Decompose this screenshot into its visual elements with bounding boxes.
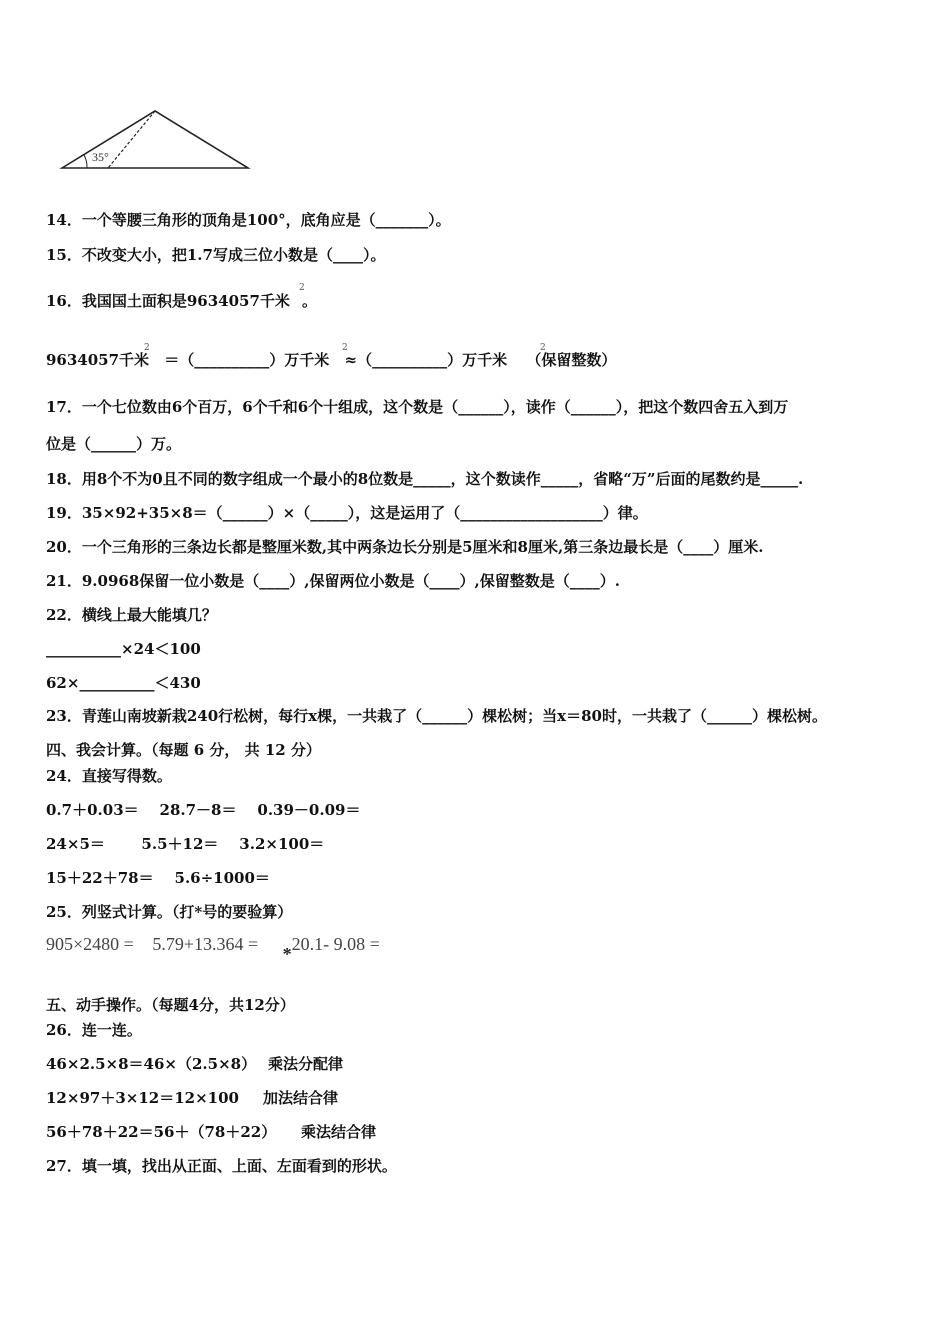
q26-row-3-right: 乘法结合律 xyxy=(301,1123,377,1141)
question-21: 21．9.0968保留一位小数是（____）,保留两位小数是（____）,保留整数是（____）. xyxy=(46,572,620,590)
question-15: 15．不改变大小，把1.7写成三位小数是（____）。 xyxy=(46,246,386,264)
question-14: 14．一个等腰三角形的顶角是100°，底角应是（_______）。 xyxy=(46,211,451,229)
q24-row-1: 0.7＋0.03＝ 28.7－8＝ 0.39－0.09＝ xyxy=(46,801,361,819)
superscript: 2 xyxy=(299,283,305,293)
superscript: 2 xyxy=(144,343,150,353)
question-27: 27．填一填，找出从正面、上面、左面看到的形状。 xyxy=(46,1157,397,1175)
q25-calc-2: 5.79+13.364 = xyxy=(152,934,259,954)
question-24: 24．直接写得数。 xyxy=(46,767,172,785)
q26-row-1-right: 乘法分配律 xyxy=(268,1055,344,1073)
question-19: 19．35×92+35×8＝（______）×（_____），这是运用了（___________________）律。 xyxy=(46,504,648,522)
question-17-line1: 17．一个七位数由6个百万，6个千和6个十组成，这个数是（______），读作（______），把这个数四舍五入到万 xyxy=(46,398,789,416)
question-25: 25．列竖式计算。（打*号的要验算） xyxy=(46,903,293,921)
superscript: 2 xyxy=(540,343,546,353)
question-22-a: __________×24＜100 xyxy=(46,640,201,658)
q16b-value: 9634057千米 xyxy=(46,351,150,369)
q16-period: 。 xyxy=(301,292,317,310)
triangle-figure xyxy=(55,104,255,176)
superscript: 2 xyxy=(342,343,348,353)
q26-row-1-left: 46×2.5×8＝46×（2.5×8） xyxy=(46,1055,257,1073)
q16b-note: （保留整数） xyxy=(526,351,617,369)
question-16 xyxy=(46,283,317,311)
question-26: 26．连一连。 xyxy=(46,1021,142,1039)
q25-calc-3: 20.1- 9.08 = xyxy=(291,934,380,954)
question-20: 20．一个三角形的三条边长都是整厘米数,其中两条边长分别是5厘米和8厘米,第三条边最长是（____）厘米. xyxy=(46,538,764,556)
question-18: 18．用8个不为0且不同的数字组成一个最小的8位数是_____，这个数读作_____，省略“万”后面的尾数约是_____. xyxy=(46,470,804,488)
q26-row-2-left: 12×97＋3×12＝12×100 xyxy=(46,1089,239,1107)
question-22: 22．横线上最大能填几？ xyxy=(46,606,217,624)
q26-row-3-left: 56＋78＋22＝56＋（78＋22） xyxy=(46,1123,277,1141)
q26-row-2-right: 加法结合律 xyxy=(263,1089,339,1107)
q25-calculations xyxy=(46,934,380,964)
section-4-heading: 四、我会计算。（每题 6 分， 共 12 分） xyxy=(46,741,321,759)
q25-calc-1: 905×2480 = xyxy=(46,934,134,954)
angle-label: 35° xyxy=(92,150,109,164)
question-17-line2: 位是（______）万。 xyxy=(46,435,182,453)
section-5-heading: 五、动手操作。（每题4分，共12分） xyxy=(46,996,295,1014)
q16-text: 16．我国国土面积是9634057千米 xyxy=(46,292,290,310)
q16b-mid: ＝（__________）万千米 xyxy=(164,351,330,369)
q24-row-3: 15＋22＋78＝ 5.6÷1000＝ xyxy=(46,869,270,887)
q25-star: * xyxy=(282,944,292,964)
question-23: 23．青莲山南坡新栽240行松树，每行x棵，一共栽了（______）棵松树；当x＝80时，一共栽了（______）棵松树。 xyxy=(46,707,827,725)
question-22-b: 62×__________＜430 xyxy=(46,674,201,692)
question-16-conversion xyxy=(46,343,617,370)
q16b-end: ≈（__________）万千米 xyxy=(344,351,508,369)
q24-row-2: 24×5＝ 5.5＋12＝ 3.2×100＝ xyxy=(46,835,325,853)
